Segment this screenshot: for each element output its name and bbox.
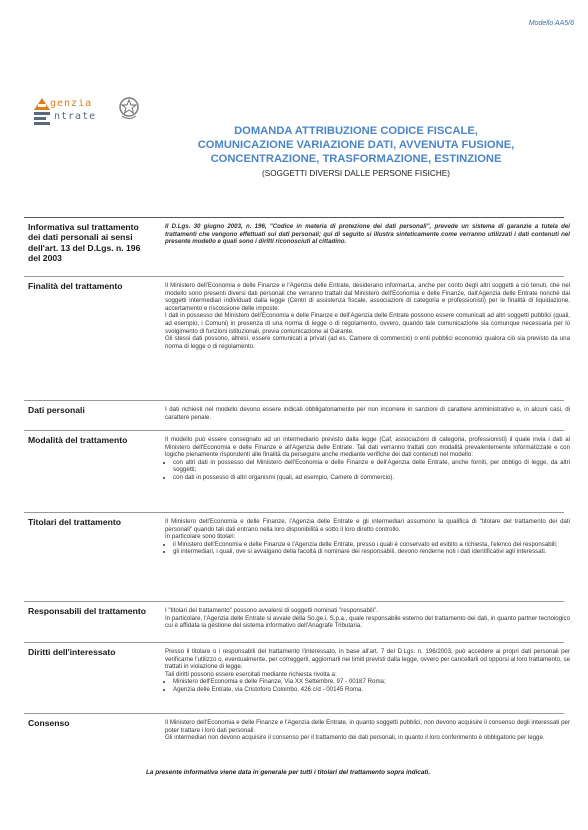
section-label-consenso: Consenso [28,718,70,728]
section-divider [24,512,564,513]
section-text-diritti [165,648,570,694]
logo-mark-icon [32,96,52,126]
list-item: • con altri dati in possesso del Ministero dell'Economia e delle Finanze e dell'Agenzia delle Entrate, anche forniti, per obbligo di legge, da altri soggetti; [173,459,570,474]
paragraph: Il Ministero dell'Economia e delle Finanze, l'Agenzia delle Entrate e gli intermediari assumono la qualifica di "titolare del trattamento dei dati personali" quando tali dati entrano nella loro disponibilità e sotto il loro diretto controllo. [165,518,570,533]
paragraph: I dati in possesso del Ministero dell'Economia e delle Finanze e dell'Agenzia delle Entrate possono essere comunicati ad altri soggetti pubblici (quali, ad esempio, i Comuni) in presenza di una norma di legge o di regolamento, ovvero, quando tale comunicazione sia comunque necessaria per lo svolgimento di funzioni istituzionali, previa comunicazione al Garante. [165,312,570,335]
document-title [150,124,562,178]
section-label-finalita: Finalità del trattamento [28,281,123,291]
bullet-list [165,459,570,482]
logo-text-line1: genzia [50,98,93,109]
section-text-modalita [165,436,570,482]
section-label-responsabili: Responsabili del trattamento [28,606,146,616]
section-divider [24,713,564,714]
closing-note: La presente informativa viene data in generale per tutti i titolari del trattamento sopra indicati. [146,769,431,776]
paragraph: In particolare sono titolari: [165,533,236,541]
section-label-diritti: Diritti dell'interessato [28,647,116,657]
bullet-list [165,541,570,556]
section-text-finalita [165,282,570,350]
section-divider [24,601,564,602]
header-divider [24,217,564,218]
title-line-2: COMUNICAZIONE VARIAZIONE DATI, AVVENUTA FUSIONE, [197,139,515,151]
paragraph: Gli stessi dati possono, altresì, essere comunicati a privati (ad es. Camere di commercio) o enti pubblici economici qualora ciò sia previsto da una norma di legge o di regolamento. [165,335,570,350]
section-text-consenso [165,719,570,742]
paragraph: Il modello può essere consegnato ad un intermediario previsto dalla legge (Caf, associazioni di categoria, professionisti) il quale invia i dati al Ministero dell'Economia e delle Finanze e all'Agenzia delle Entrate. Tali dati verranno trattati con modalità prevalentemente informatizzate e con logiche pienamente rispondenti alle finalità da perseguire anche mediante verifiche dei dati contenuti nel modello: [165,436,570,459]
list-item: • il Ministero dell'Economia e delle Finanze e l'Agenzia delle Entrate, presso i quali è conservato ed esibito a richiesta, l'elenco dei responsabili; [173,541,570,549]
list-item: • gli intermediari, i quali, ove si avvalgano della facoltà di nominare dei responsabili, devono renderne noti i dati identificativi agli interessati. [173,548,570,556]
paragraph: Tali diritti possono essere esercitati mediante richiesta rivolta a: [165,670,337,678]
section-text-titolari [165,518,570,556]
list-item: • Agenzia delle Entrate, via Cristoforo Colombo, 426 c/d - 00145 Roma. [173,686,570,694]
title-line-3: CONCENTRAZIONE, TRASFORMAZIONE, ESTINZIONE [210,153,502,165]
list-item: • con dati in possesso di altri organismi (quali, ad esempio, Camere di commercio). [173,474,570,482]
paragraph: Presso il titolare o i responsabili del trattamento l'interessato, in base all'art. 7 del D.Lgs. n. 196/2003, può accedere ai propri dati personali per verificarne l'utilizzo o, eventualmente, per correggerli, aggiornarli nei limiti previsti dalla legge, ovvero per cancellarli od opporsi al loro trattamento, se trattati in violazione di legge. [165,648,570,671]
paragraph: Il Ministero dell'Economia e delle Finanze e l'Agenzia delle Entrate, desiderano informarLa, anche per conto degli altri soggetti a ciò tenuti, che nel modello sono presenti diversi dati personali che verranno trattati dal Ministero dell'Economia e delle Finanze, dall'Agenzia delle Entrate nonché dai soggetti intermediari individuati dalla legge (Centri di assistenza fiscale, associazioni di categoria e professionisti) per le finalità di liquidazione, accertamento e riscossione delle imposte. [165,282,570,312]
paragraph: In particolare, l'Agenzia delle Entrate si avvale della So.ge.i. S.p.a., quale responsabile esterno del trattamento dei dati, in quanto partner tecnologico cui è affidata la gestione del sistema informativo dell'Anagrafe Tributaria. [165,614,570,630]
title-line-1: DOMANDA ATTRIBUZIONE CODICE FISCALE, [234,125,478,137]
section-divider [24,400,564,401]
republic-emblem-icon [118,96,140,120]
logo-text-line2: ntrate [54,111,97,122]
agenzia-entrate-logo [32,96,142,130]
section-text-dati-personali: I dati richiesti nel modello devono essere indicati obbligatoriamente per non incorrere in sanzioni di carattere amministrativo e, in alcuni casi, di carattere penale. [165,406,570,421]
section-divider [24,276,564,277]
paragraph: Il Ministero dell'Economia e delle Finanze e l'Agenzia delle Entrate, in quanto soggetti pubblici, non devono acquisire il consenso degli interessati per poter trattare i loro dati personali. [165,719,570,734]
bullet-list [165,678,570,693]
section-label-modalita: Modalità del trattamento [28,435,128,445]
section-text-informativa: Il D.Lgs. 30 giugno 2003, n. 196, "Codice in materia di protezione dei dati personali", prevede un sistema di garanzie a tutela dei trattamenti che vengono effettuati sui dati personali; qui di seguito si illustra sinteticamente come verranno utilizzati i dati contenuti nel presente modello e quali sono i diritti riconosciuti al cittadino. [165,223,570,246]
section-label-titolari: Titolari del trattamento [28,517,121,527]
section-label-informativa: Informativa sul trattamento dei dati personali ai sensi dell'art. 13 del D.Lgs. n. 196 del 2003 [28,222,141,264]
section-label-dati-personali: Dati personali [28,405,85,415]
list-item: • Ministero dell'Economia e delle Finanze, Via XX Settembre, 97 - 00187 Roma; [173,678,570,686]
section-divider [24,430,564,431]
title-subtitle: (SOGGETTI DIVERSI DALLE PERSONE FISICHE) [262,169,450,178]
paragraph: I "titolari del trattamento" possono avvalersi di soggetti nominati "responsabili". [165,607,378,614]
model-code: Modello AA5/6 [528,20,574,27]
paragraph: Gli intermediari non devono acquisire il consenso per il trattamento dei dati personali, in quanto il loro conferimento è obbligatorio per legge. [165,734,545,742]
section-divider [24,642,564,643]
section-text-responsabili [165,607,570,630]
